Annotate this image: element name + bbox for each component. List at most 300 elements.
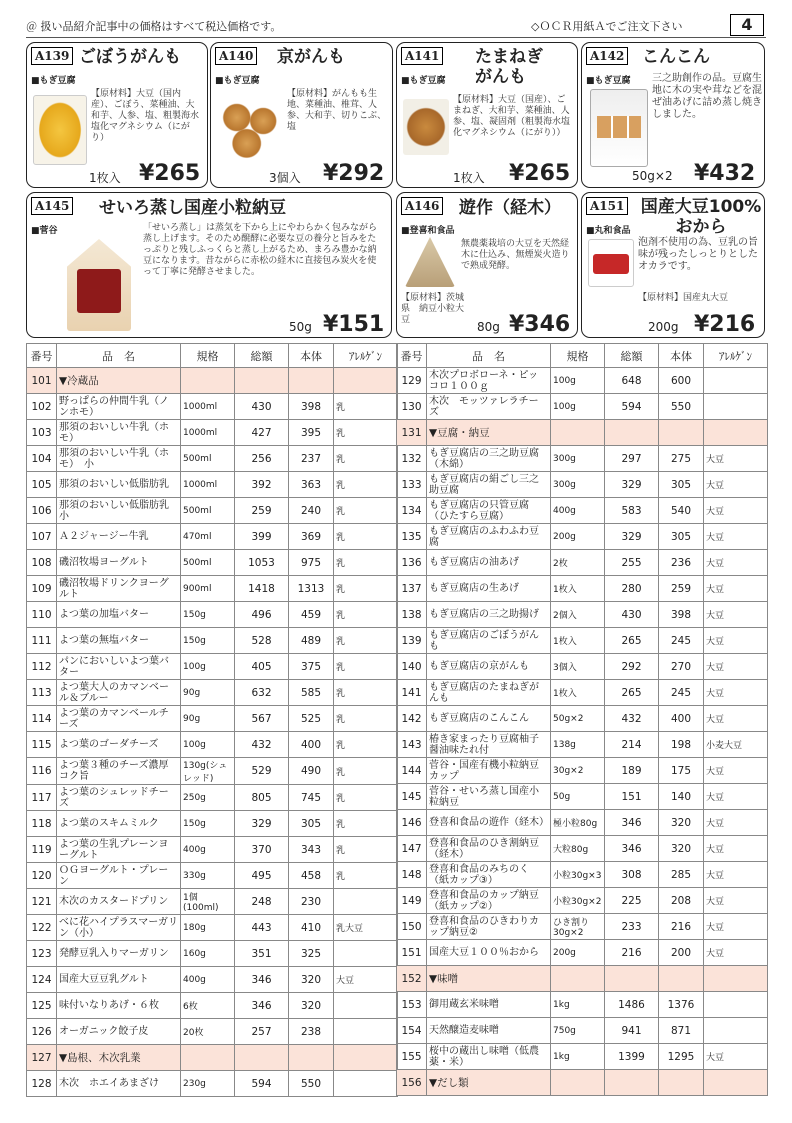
cell-allergen: 乳	[334, 732, 398, 758]
cell-total: 329	[605, 472, 659, 498]
product-card-a151	[581, 192, 765, 338]
cell-total: 346	[605, 810, 659, 836]
cell-base: 1313	[289, 576, 334, 602]
cell-allergen: 乳	[334, 524, 398, 550]
cell-allergen: 大豆	[704, 1044, 768, 1070]
table-row	[27, 811, 398, 837]
cell-base: 285	[659, 862, 704, 888]
cell-name: もぎ豆腐店の油あげ	[427, 550, 551, 576]
cell-name: よつ葉のカマンベールチーズ	[57, 706, 181, 732]
cell-number: 125	[27, 993, 57, 1019]
cell-total: 255	[605, 550, 659, 576]
cell-total: 216	[605, 940, 659, 966]
header-rule	[26, 37, 766, 38]
cell-base: 198	[659, 732, 704, 758]
product-quantity: 50g×2	[632, 169, 673, 183]
cell-name: もぎ豆腐店のごぼうがんも	[427, 628, 551, 654]
cell-allergen: 大豆	[704, 784, 768, 810]
cell-spec: 3個入	[551, 654, 605, 680]
product-quantity: 1枚入	[89, 171, 121, 185]
cell-allergen: 乳	[334, 472, 398, 498]
cell-name: 木次のカスタードプリン	[57, 889, 181, 915]
cell-number: 131	[397, 420, 427, 446]
cell-category: ▼だし類	[427, 1070, 551, 1096]
cell-number: 139	[397, 628, 427, 654]
cell-total: 292	[605, 654, 659, 680]
cell-number: 101	[27, 368, 57, 394]
cell-base: 363	[289, 472, 334, 498]
cell-allergen: 乳	[334, 550, 398, 576]
product-price: ¥432	[694, 161, 756, 186]
cell-number: 103	[27, 420, 57, 446]
cell-base: 400	[659, 706, 704, 732]
cell-number: 152	[397, 966, 427, 992]
table-row	[397, 654, 768, 680]
cell-spec: 400g	[551, 498, 605, 524]
cell-number: 156	[397, 1070, 427, 1096]
product-photo	[405, 237, 455, 287]
cell-total: 346	[235, 967, 289, 993]
cell-spec: 300g	[551, 446, 605, 472]
product-description: 三之助創作の品。豆腐生地に木の実や茸などを混ぜ油あげに詰め蒸し焼きしました。	[652, 73, 762, 120]
cell-name: 天然醸造麦味噌	[427, 1018, 551, 1044]
cell-spec: 極小粒80g	[551, 810, 605, 836]
product-name: せいろ蒸し国産小粒納豆	[99, 198, 286, 218]
cell-base: 458	[289, 863, 334, 889]
table-row	[397, 706, 768, 732]
cell-allergen: 大豆	[704, 836, 768, 862]
cell-spec: 50g×2	[551, 706, 605, 732]
cell-spec: 大粒80g	[551, 836, 605, 862]
product-table-right	[396, 343, 768, 1096]
cell-name: 磯沼牧場ドリンクヨーグルト	[57, 576, 181, 602]
cell-base: 320	[659, 836, 704, 862]
cell-allergen: 大豆	[704, 550, 768, 576]
table-row	[27, 524, 398, 550]
product-name: 遊作（経木）	[459, 198, 561, 218]
cell-category: ▼味噌	[427, 966, 551, 992]
table-row	[27, 993, 398, 1019]
table-row	[27, 706, 398, 732]
cell-number: 113	[27, 680, 57, 706]
cell-number: 102	[27, 394, 57, 420]
product-maker: ■もぎ豆腐	[31, 76, 76, 86]
cell-total: 257	[235, 1019, 289, 1045]
cell-name: オーガニック餃子皮	[57, 1019, 181, 1045]
product-card-a145	[26, 192, 392, 338]
cell-empty	[334, 1045, 398, 1071]
cell-allergen: 乳	[334, 680, 398, 706]
product-quantity: 80g	[477, 320, 500, 334]
label-detail	[77, 269, 121, 313]
product-photo	[217, 93, 283, 163]
cell-base: 871	[659, 1018, 704, 1044]
cell-number: 142	[397, 706, 427, 732]
cell-name: よつ葉の生乳プレーンヨーグルト	[57, 837, 181, 863]
cell-spec: 100g	[551, 394, 605, 420]
table-row	[27, 602, 398, 628]
cell-total: 430	[605, 602, 659, 628]
cell-name: 国産大豆豆乳グルト	[57, 967, 181, 993]
product-price: ¥151	[323, 312, 385, 337]
cell-base: 208	[659, 888, 704, 914]
cell-total: 648	[605, 368, 659, 394]
product-card-a140	[210, 42, 393, 188]
table-row	[27, 1071, 398, 1097]
product-code: A145	[31, 197, 73, 215]
product-price: ¥346	[509, 312, 571, 337]
product-maker: ■菅谷	[31, 226, 58, 236]
cell-base: 305	[659, 472, 704, 498]
cell-spec: 300g	[551, 472, 605, 498]
cell-name: 国産大豆１００％おから	[427, 940, 551, 966]
cell-empty	[235, 1045, 289, 1071]
cell-spec: 1kg	[551, 1044, 605, 1070]
cell-name: パンにおいしいよつ葉バター	[57, 654, 181, 680]
cell-empty	[659, 420, 704, 446]
cell-number: 111	[27, 628, 57, 654]
cell-name: Ａ２ジャージー牛乳	[57, 524, 181, 550]
product-card-a146	[396, 192, 578, 338]
cell-name: よつ葉大人のカマンベール＆ブルー	[57, 680, 181, 706]
cell-empty	[704, 1070, 768, 1096]
product-code: A140	[215, 47, 257, 65]
cell-base: 398	[659, 602, 704, 628]
product-description: 【原材料】がんもも生地、菜種油、椎茸、人参、大和芋、切りこぶ、塩	[287, 89, 387, 132]
cell-allergen: 小麦大豆	[704, 732, 768, 758]
cell-name: 登喜和食品のみちのく（紙カップ③）	[427, 862, 551, 888]
cell-name: 木次プロボローネ・ピッコロ１００ｇ	[427, 368, 551, 394]
table-row	[397, 576, 768, 602]
cell-total: 151	[605, 784, 659, 810]
product-code: A151	[586, 197, 628, 215]
cell-allergen: 大豆	[704, 628, 768, 654]
table-row	[397, 498, 768, 524]
cell-base: 398	[289, 394, 334, 420]
product-code: A146	[401, 197, 443, 215]
cell-number: 109	[27, 576, 57, 602]
cell-number: 146	[397, 810, 427, 836]
table-row	[27, 785, 398, 811]
product-name: 国産大豆100%おから	[640, 197, 762, 237]
cell-spec: 小粒30g×3	[551, 862, 605, 888]
cell-base: 320	[659, 810, 704, 836]
product-photo	[588, 239, 634, 287]
cell-spec: 50g	[551, 784, 605, 810]
table-row	[27, 1019, 398, 1045]
cell-name: 登喜和食品のカップ納豆（紙カップ②）	[427, 888, 551, 914]
cell-base: 550	[289, 1071, 334, 1097]
table-row	[397, 784, 768, 810]
cell-spec: 1000ml	[181, 472, 235, 498]
cell-total: 225	[605, 888, 659, 914]
cell-total: 346	[235, 993, 289, 1019]
cell-name: 野っぱらの仲間牛乳（ノンホモ）	[57, 394, 181, 420]
cell-spec: 200g	[551, 940, 605, 966]
product-quantity: 1枚入	[453, 171, 485, 185]
cell-number: 143	[397, 732, 427, 758]
table-row	[27, 628, 398, 654]
col-base: 本体	[289, 344, 334, 368]
table-row	[27, 863, 398, 889]
cell-allergen: 乳	[334, 628, 398, 654]
cell-base: 305	[289, 811, 334, 837]
cell-allergen: 大豆	[704, 498, 768, 524]
cell-category: ▼島根、木次乳業	[57, 1045, 181, 1071]
cell-number: 121	[27, 889, 57, 915]
cell-spec: 500ml	[181, 550, 235, 576]
cell-total: 329	[605, 524, 659, 550]
cell-allergen	[704, 368, 768, 394]
product-quantity: 50g	[289, 320, 312, 334]
cell-spec: 100g	[181, 732, 235, 758]
cell-base: 550	[659, 394, 704, 420]
cell-empty	[334, 368, 398, 394]
cell-spec: 160g	[181, 941, 235, 967]
cell-empty	[551, 420, 605, 446]
table-row	[397, 394, 768, 420]
table-row	[397, 732, 768, 758]
cell-allergen	[704, 992, 768, 1018]
cell-name: よつ葉の加塩バター	[57, 602, 181, 628]
table-row	[27, 446, 398, 472]
cell-total: 351	[235, 941, 289, 967]
cell-base: 240	[289, 498, 334, 524]
product-code: A139	[31, 47, 73, 65]
cell-allergen: 乳	[334, 706, 398, 732]
cell-allergen: 大豆	[704, 602, 768, 628]
cell-spec: 1個(100ml)	[181, 889, 235, 915]
table-header	[27, 344, 398, 368]
table-row	[27, 967, 398, 993]
cell-empty	[704, 966, 768, 992]
cell-allergen	[334, 941, 398, 967]
cell-spec: 150g	[181, 628, 235, 654]
cell-name: よつ葉の無塩バター	[57, 628, 181, 654]
table-row	[397, 680, 768, 706]
table-row	[397, 602, 768, 628]
product-maker: ■丸和食品	[586, 226, 631, 236]
product-photo	[33, 95, 87, 165]
table-row	[397, 810, 768, 836]
cell-allergen: 乳	[334, 758, 398, 785]
product-ingredients: 【原材料】国産丸大豆	[638, 293, 729, 303]
cell-total: 248	[235, 889, 289, 915]
cell-name: もぎ豆腐店のふわふわ豆腐	[427, 524, 551, 550]
cell-name: もぎ豆腐店の京がんも	[427, 654, 551, 680]
cell-number: 136	[397, 550, 427, 576]
cell-total: 496	[235, 602, 289, 628]
product-code: A142	[586, 47, 628, 65]
cell-total: 280	[605, 576, 659, 602]
cell-name: 味付いなりあげ・６枚	[57, 993, 181, 1019]
cell-spec: 250g	[181, 785, 235, 811]
cell-spec: 1kg	[551, 992, 605, 1018]
cell-base: 238	[289, 1019, 334, 1045]
cell-base: 459	[289, 602, 334, 628]
cell-allergen: 大豆	[704, 576, 768, 602]
cell-allergen: 大豆	[704, 706, 768, 732]
cell-number: 128	[27, 1071, 57, 1097]
cell-allergen: 大豆	[334, 967, 398, 993]
cell-allergen	[334, 1019, 398, 1045]
cell-base: 236	[659, 550, 704, 576]
table-row	[397, 914, 768, 940]
cell-empty	[289, 368, 334, 394]
cell-spec: 500ml	[181, 446, 235, 472]
cell-number: 129	[397, 368, 427, 394]
cell-spec: 90g	[181, 706, 235, 732]
cell-spec: 小粒30g×2	[551, 888, 605, 914]
cell-number: 153	[397, 992, 427, 1018]
cell-total: 805	[235, 785, 289, 811]
product-quantity: 200g	[648, 320, 679, 334]
col-allergen: ｱﾚﾙｹﾞﾝ	[704, 344, 768, 368]
cell-number: 148	[397, 862, 427, 888]
cell-base: 400	[289, 732, 334, 758]
cell-spec: 30g×2	[551, 758, 605, 784]
cell-total: 583	[605, 498, 659, 524]
cell-name: 那須のおいしい牛乳（ホモ）	[57, 420, 181, 446]
cell-name: よつ葉３種のチーズ濃厚コク旨	[57, 758, 181, 785]
cell-base: 216	[659, 914, 704, 940]
cell-number: 151	[397, 940, 427, 966]
table-row	[397, 368, 768, 394]
product-card-a139	[26, 42, 208, 188]
cell-name: 那須のおいしい牛乳（ホモ） 小	[57, 446, 181, 472]
table-header	[397, 344, 768, 368]
product-ingredients: 【原材料】茨城県 納豆小粒大豆	[401, 293, 465, 325]
product-description: 【原材料】大豆（国産）、ごまねぎ、大和芋、菜種油、人参、塩、凝固剤（粗製海水塩化マグネシウム（にがり））	[453, 95, 571, 138]
product-price: ¥265	[509, 161, 571, 186]
table-row	[27, 915, 398, 941]
cell-allergen: 乳	[334, 811, 398, 837]
cell-total: 265	[605, 628, 659, 654]
cell-number: 150	[397, 914, 427, 940]
table-row	[397, 862, 768, 888]
cell-base: 369	[289, 524, 334, 550]
table-row	[27, 472, 398, 498]
cell-base: 1376	[659, 992, 704, 1018]
cell-empty	[605, 1070, 659, 1096]
cell-empty	[605, 966, 659, 992]
page-header	[26, 14, 766, 38]
cell-allergen	[334, 1071, 398, 1097]
cell-allergen	[704, 394, 768, 420]
table-row	[27, 758, 398, 785]
cell-number: 124	[27, 967, 57, 993]
cell-empty	[181, 1045, 235, 1071]
cell-spec: 1000ml	[181, 394, 235, 420]
table-row	[397, 446, 768, 472]
cell-name: もぎ豆腐店のこんこん	[427, 706, 551, 732]
cell-total: 432	[235, 732, 289, 758]
cell-empty	[551, 966, 605, 992]
product-price: ¥265	[139, 161, 201, 186]
product-name: たまねぎがんも	[475, 47, 543, 87]
cell-base: 245	[659, 628, 704, 654]
cell-name: 木次 ホエイあまざけ	[57, 1071, 181, 1097]
product-photo	[403, 99, 449, 155]
table-row	[397, 758, 768, 784]
cell-allergen: 乳	[334, 863, 398, 889]
cell-spec: 20枚	[181, 1019, 235, 1045]
cell-spec: 470ml	[181, 524, 235, 550]
cell-total: 1418	[235, 576, 289, 602]
table-row	[27, 576, 398, 602]
product-quantity: 3個入	[269, 171, 301, 185]
col-number: 番号	[27, 344, 57, 368]
photo-detail	[593, 254, 629, 274]
cell-empty	[551, 1070, 605, 1096]
cell-number: 132	[397, 446, 427, 472]
cell-spec: 1枚入	[551, 576, 605, 602]
cell-total: 941	[605, 1018, 659, 1044]
table-row	[27, 550, 398, 576]
cell-number: 126	[27, 1019, 57, 1045]
cell-total: 297	[605, 446, 659, 472]
cell-name: 桜中の蔵出し味噌（低農薬・米）	[427, 1044, 551, 1070]
cell-total: 430	[235, 394, 289, 420]
cell-name: もぎ豆腐店の只管豆腐（ひたすら豆腐）	[427, 498, 551, 524]
cell-allergen: 大豆	[704, 888, 768, 914]
cell-spec: 2個入	[551, 602, 605, 628]
cell-number: 122	[27, 915, 57, 941]
cell-name: 登喜和食品のひき割納豆（経木）	[427, 836, 551, 862]
product-maker: ■登喜和食品	[401, 226, 455, 236]
cell-number: 112	[27, 654, 57, 680]
cell-base: 585	[289, 680, 334, 706]
cell-empty	[235, 368, 289, 394]
cell-base: 230	[289, 889, 334, 915]
cell-base: 140	[659, 784, 704, 810]
cell-category: ▼豆腐・納豆	[427, 420, 551, 446]
cell-spec: 330g	[181, 863, 235, 889]
cell-base: 975	[289, 550, 334, 576]
cell-spec: 130g(シュレッド)	[181, 758, 235, 785]
page-number: 4	[730, 14, 764, 36]
cell-allergen: 乳	[334, 837, 398, 863]
cell-name: 登喜和食品のひきわりカップ納豆②	[427, 914, 551, 940]
table-row	[27, 837, 398, 863]
table-row	[27, 654, 398, 680]
cell-name: 那須のおいしい低脂肪乳 小	[57, 498, 181, 524]
cell-empty	[659, 966, 704, 992]
cell-empty	[289, 1045, 334, 1071]
cell-name: もぎ豆腐店の生あげ	[427, 576, 551, 602]
cell-number: 117	[27, 785, 57, 811]
cell-empty	[659, 1070, 704, 1096]
cell-spec: 138g	[551, 732, 605, 758]
cell-number: 149	[397, 888, 427, 914]
cell-number: 134	[397, 498, 427, 524]
table-row	[27, 889, 398, 915]
cell-empty	[605, 420, 659, 446]
cell-number: 144	[397, 758, 427, 784]
cell-name: もぎ豆腐店のたまねぎがんも	[427, 680, 551, 706]
product-price: ¥216	[694, 312, 756, 337]
cell-spec: 400g	[181, 837, 235, 863]
cell-allergen: 乳	[334, 394, 398, 420]
cell-number: 116	[27, 758, 57, 785]
cell-number: 119	[27, 837, 57, 863]
product-name: ごぼうがんも	[79, 47, 181, 67]
cell-allergen: 乳大豆	[334, 915, 398, 941]
cell-name: べに花ハイプラスマーガリン（小）	[57, 915, 181, 941]
cell-empty	[181, 368, 235, 394]
cell-base: 270	[659, 654, 704, 680]
cell-number: 106	[27, 498, 57, 524]
